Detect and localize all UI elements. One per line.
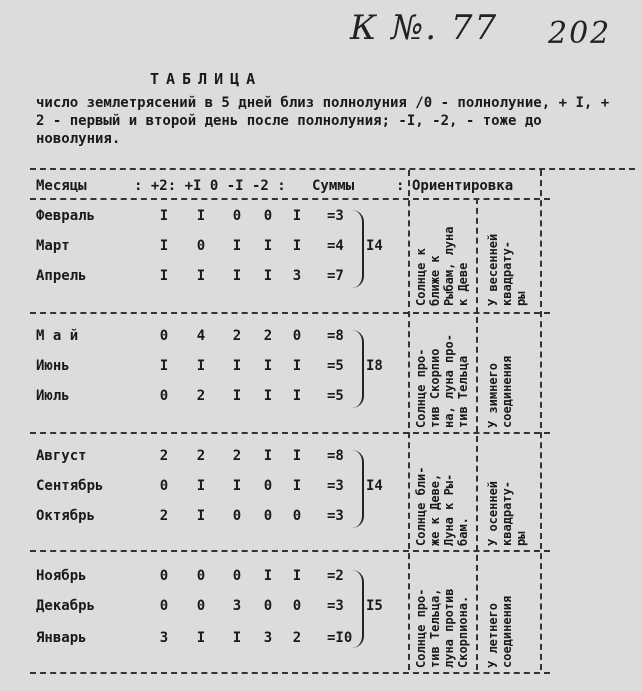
column-divider-1 — [408, 170, 410, 670]
header-months: Месяцы — [36, 178, 87, 194]
value-zero: 0 — [232, 208, 242, 224]
orientation-quadrature: У летнего соединения — [486, 595, 514, 668]
orientation-note: Солнце про- тив Скорпио на, луна про- тив Тельца — [414, 334, 470, 428]
value-plus1: I — [196, 208, 206, 224]
month-name: Февраль — [36, 208, 96, 224]
orientation-quadrature: У весенней квадрату- ры — [486, 233, 528, 306]
value-minus2: I — [292, 358, 302, 374]
value-plus1: I — [196, 358, 206, 374]
value-minus2: 2 — [292, 630, 302, 646]
value-minus2: I — [292, 208, 302, 224]
value-plus1: I — [196, 630, 206, 646]
header-orientation: Ориентировка — [412, 178, 514, 194]
value-zero: I — [232, 268, 242, 284]
value-plus2: I — [159, 358, 169, 374]
rule-bottom — [30, 672, 550, 674]
row-sum: =3 — [327, 478, 344, 494]
row-sum: =8 — [327, 328, 344, 344]
value-minus2: I — [292, 388, 302, 404]
value-zero: 0 — [232, 568, 242, 584]
value-minus2: 0 — [292, 328, 302, 344]
value-minus2: I — [292, 478, 302, 494]
value-minus1: 3 — [263, 630, 273, 646]
month-name: Август — [36, 448, 87, 464]
value-minus1: I — [263, 358, 273, 374]
row-sum: =5 — [327, 388, 344, 404]
header-sums: Суммы — [312, 178, 355, 194]
row-sum: =3 — [327, 508, 344, 524]
group-total: I4 — [366, 478, 383, 494]
value-plus1: 0 — [196, 238, 206, 254]
value-plus1: 4 — [196, 328, 206, 344]
value-plus1: 0 — [196, 598, 206, 614]
rule-top — [30, 168, 635, 170]
month-name: Март — [36, 238, 70, 254]
column-divider-2 — [476, 198, 478, 670]
row-sum: =I0 — [327, 630, 353, 646]
value-plus2: I — [159, 208, 169, 224]
value-plus2: I — [159, 268, 169, 284]
header-separator: : — [396, 178, 405, 194]
value-minus2: I — [292, 448, 302, 464]
orientation-note: Солнце про- тив Тельца, луна против Скорпиона. — [414, 588, 470, 668]
value-zero: I — [232, 358, 242, 374]
value-minus2: I — [292, 568, 302, 584]
value-minus1: I — [263, 388, 273, 404]
rule-group-2 — [30, 432, 550, 434]
value-minus1: 0 — [263, 508, 273, 524]
value-minus1: 0 — [263, 478, 273, 494]
group-total: I8 — [366, 358, 383, 374]
value-plus2: 0 — [159, 568, 169, 584]
value-zero: 3 — [232, 598, 242, 614]
value-zero: I — [232, 478, 242, 494]
column-divider-3 — [540, 170, 542, 670]
value-zero: I — [232, 630, 242, 646]
value-plus1: I — [196, 478, 206, 494]
value-zero: I — [232, 238, 242, 254]
month-name: Ноябрь — [36, 568, 87, 584]
group-total: I5 — [366, 598, 383, 614]
table-title: ТАБЛИЦА — [150, 70, 263, 88]
orientation-quadrature: У зимнего соединения — [486, 355, 514, 428]
value-plus2: 2 — [159, 448, 169, 464]
row-sum: =3 — [327, 208, 344, 224]
month-name: Сентябрь — [36, 478, 104, 494]
rule-header — [30, 198, 550, 200]
row-sum: =2 — [327, 568, 344, 584]
value-minus1: I — [263, 238, 273, 254]
value-zero: 2 — [232, 328, 242, 344]
group-total: I4 — [366, 238, 383, 254]
month-name: Октябрь — [36, 508, 96, 524]
orientation-quadrature: У осенней квадрату- ры — [486, 480, 528, 546]
value-minus2: I — [292, 238, 302, 254]
value-minus2: 0 — [292, 598, 302, 614]
value-plus1: I — [196, 508, 206, 524]
value-zero: I — [232, 388, 242, 404]
row-sum: =7 — [327, 268, 344, 284]
value-zero: 2 — [232, 448, 242, 464]
value-minus1: 0 — [263, 598, 273, 614]
value-plus2: 0 — [159, 328, 169, 344]
page-number: 202 — [548, 16, 612, 51]
value-plus2: 0 — [159, 598, 169, 614]
month-name: Июнь — [36, 358, 70, 374]
value-plus1: I — [196, 268, 206, 284]
group-brace — [352, 210, 364, 288]
value-plus2: 0 — [159, 388, 169, 404]
value-plus2: I — [159, 238, 169, 254]
month-name: Апрель — [36, 268, 87, 284]
value-minus1: I — [263, 268, 273, 284]
row-sum: =4 — [327, 238, 344, 254]
archive-reference: К №. 77 — [350, 8, 499, 48]
value-plus1: 2 — [196, 448, 206, 464]
table-description: число землетрясений в 5 дней близ полнолуния /0 - полнолуние, + I, + 2 - первый и второй день после полнолуния; -I, -2, - тоже до новолуния. — [36, 95, 610, 147]
value-plus1: 2 — [196, 388, 206, 404]
group-brace — [352, 570, 364, 648]
row-sum: =8 — [327, 448, 344, 464]
group-brace — [352, 330, 364, 408]
month-name: Июль — [36, 388, 70, 404]
value-minus1: 0 — [263, 208, 273, 224]
orientation-note: Солнце к ближе к Рыбам, луна к Деве — [414, 226, 470, 306]
value-plus2: 2 — [159, 508, 169, 524]
header-columns: : +2: +I 0 -I -2 : — [134, 178, 286, 194]
rule-group-3 — [30, 550, 550, 552]
value-zero: 0 — [232, 508, 242, 524]
row-sum: =3 — [327, 598, 344, 614]
value-minus2: 0 — [292, 508, 302, 524]
value-minus1: I — [263, 568, 273, 584]
value-minus2: 3 — [292, 268, 302, 284]
group-brace — [352, 450, 364, 528]
value-minus1: I — [263, 448, 273, 464]
value-minus1: 2 — [263, 328, 273, 344]
month-name: Декабрь — [36, 598, 96, 614]
value-plus2: 0 — [159, 478, 169, 494]
value-plus1: 0 — [196, 568, 206, 584]
row-sum: =5 — [327, 358, 344, 374]
orientation-note: Солнце бли- же к Деве, Луна к Ры- бам. — [414, 466, 470, 546]
month-name: Январь — [36, 630, 87, 646]
value-plus2: 3 — [159, 630, 169, 646]
month-name: М а й — [36, 328, 79, 344]
rule-group-1 — [30, 312, 550, 314]
